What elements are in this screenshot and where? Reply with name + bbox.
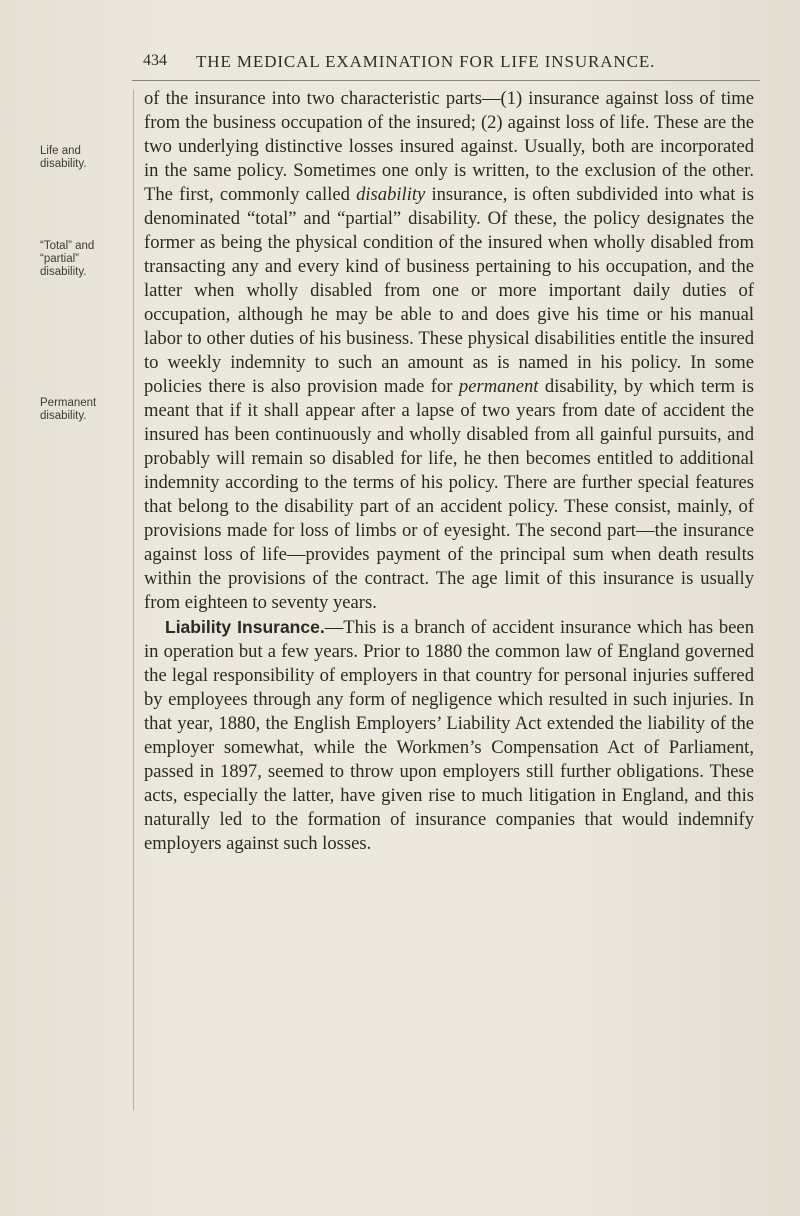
paragraph-text: of the insurance into two characteristic parts—(1) insurance against loss of time from the business occupation of the insured; (2) against loss of life. These are the two underlying distinctive losses insured against. Usually, both are incorporated in the same policy. Sometimes one only is written, to the exclusion of the other. The first, commonly called bbox=[144, 88, 754, 205]
side-note-permanent-disability: Permanent disability. bbox=[40, 397, 97, 422]
paragraph-text: —This is a branch of accident insurance which has been in operation but a few years. Prior to 1880 the common law of England governed the legal responsibility of employers in that country for personal injuries suffered by employees through any form of negligence which resulted in such injuries. In that year, 1880, the English Employers’ Liability Act extended the liability of the employer somewhat, while the Workmen’s Compensation Act of Parliament, passed in 1897, seemed to throw upon employers still further obligations. These acts, especially the latter, have given rise to much litigation in England, and this naturally led to the formation of insurance companies that would indemnify employers against such losses. bbox=[144, 617, 754, 854]
header-rule bbox=[132, 80, 760, 81]
paragraph-text: insurance, is often subdivided into what is denominated “total” and “partial” disability. Of these, the policy designates the former as being the physical condition of the insured when wholly disabled from transacting any and every kind of business pertaining to his occupation, and the latter when wholly disabled from one or more important daily duties of occupation, although he may be able to and does give his time or his manual labor to other duties of his business. These physical disabilities entitle the insured to weekly indemnity to such an amount as is named in his policy. In some policies there is also provision made for bbox=[144, 184, 754, 397]
italic-term-disability: disability bbox=[356, 184, 426, 205]
section-heading: Liability Insurance. bbox=[165, 617, 325, 637]
paragraph-liability-insurance bbox=[144, 615, 754, 856]
paragraph-text: disability, by which term is meant that if it shall appear after a lapse of two years from date of accident the insured has been continuously and wholly disabled from all gainful pursuits, and probably will remain so disabled for life, he then becomes entitled to additional indemnity according to the terms of his policy. There are further special features that belong to the disability part of an accident policy. These consist, mainly, of provisions made for loss of limbs or of eyesight. The second part—the insurance against loss of life—provides payment of the principal sum when death results within the provisions of the contract. The age limit of this insurance is usually from eighteen to seventy years. bbox=[144, 376, 754, 613]
body-text bbox=[144, 87, 754, 856]
margin-line bbox=[133, 90, 134, 1110]
side-note-life-and-disability: Life and disability. bbox=[40, 145, 87, 170]
side-note-total-partial-disability: “Total” and “partial” disability. bbox=[40, 240, 95, 278]
page-number: 434 bbox=[143, 52, 167, 69]
running-title: THE MEDICAL EXAMINATION FOR LIFE INSURANCE. bbox=[196, 52, 656, 71]
paragraph-disability bbox=[144, 87, 754, 615]
italic-term-permanent: permanent bbox=[458, 376, 539, 397]
